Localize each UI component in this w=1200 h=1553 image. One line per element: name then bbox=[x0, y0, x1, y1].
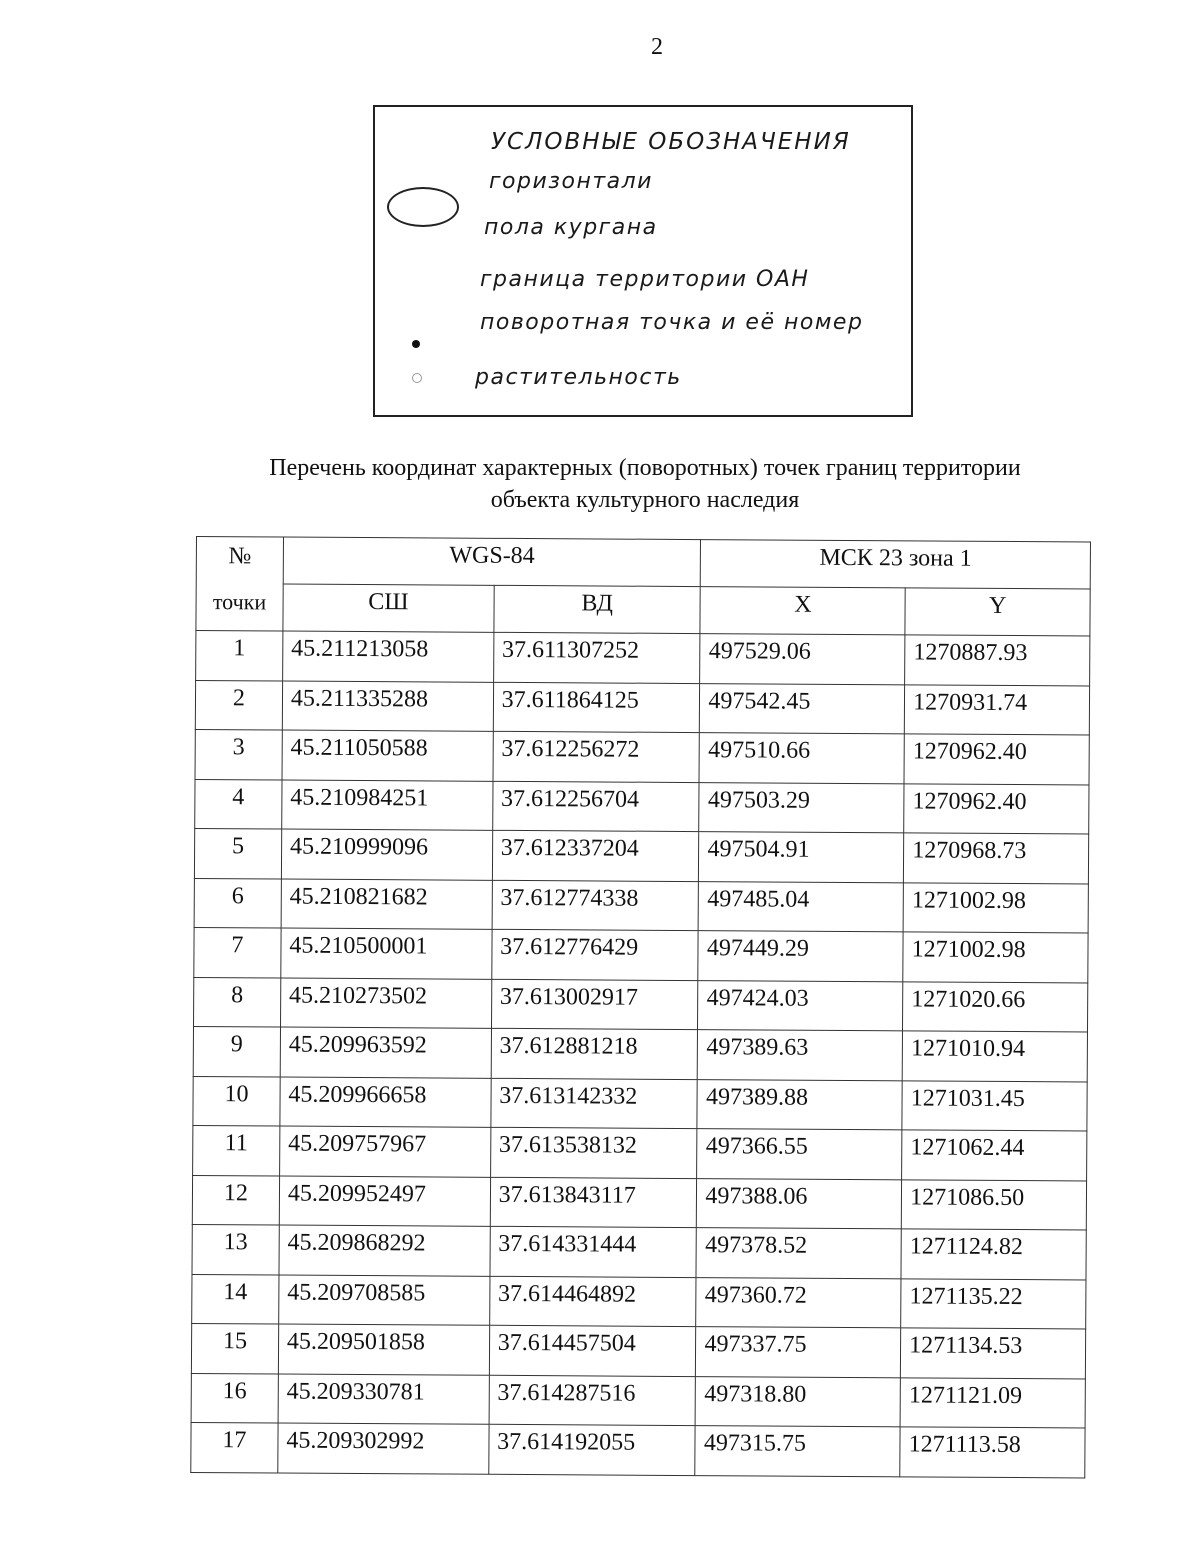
x-coordinate-cell: 497378.52 bbox=[696, 1228, 901, 1279]
longitude-cell: 37.612776429 bbox=[491, 929, 698, 980]
vegetation-circle-icon bbox=[412, 373, 422, 383]
point-number-cell: 5 bbox=[194, 828, 281, 878]
latitude-cell: 45.211335288 bbox=[282, 681, 493, 732]
y-coordinate-cell: 1271124.82 bbox=[901, 1229, 1086, 1280]
legend-item-turning-point: поворотная точка и её номер bbox=[480, 310, 864, 335]
latitude-cell: 45.209708585 bbox=[279, 1275, 490, 1326]
latitude-cell: 45.210273502 bbox=[280, 978, 491, 1029]
longitude-cell: 37.614287516 bbox=[489, 1375, 696, 1426]
point-number-header bbox=[196, 537, 283, 632]
longitude-cell: 37.613002917 bbox=[491, 979, 698, 1030]
legend-title: УСЛОВНЫЕ ОБОЗНАЧЕНИЯ bbox=[491, 129, 851, 155]
x-coordinate-cell: 497360.72 bbox=[696, 1277, 901, 1328]
longitude-cell: 37.613538132 bbox=[490, 1127, 697, 1178]
latitude-header: СШ bbox=[283, 584, 494, 632]
table-row bbox=[195, 729, 1089, 784]
point-number-cell: 7 bbox=[194, 927, 281, 977]
table-row bbox=[193, 1026, 1087, 1081]
point-number-cell: 9 bbox=[193, 1026, 280, 1076]
coordinates-table bbox=[190, 536, 1091, 1478]
longitude-cell: 37.614464892 bbox=[489, 1276, 696, 1327]
latitude-cell: 45.210821682 bbox=[281, 879, 492, 930]
x-coordinate-cell: 497424.03 bbox=[698, 980, 903, 1031]
y-coordinate-cell: 1271086.50 bbox=[901, 1179, 1086, 1230]
point-number-cell: 15 bbox=[191, 1323, 278, 1373]
table-row bbox=[192, 1274, 1086, 1329]
x-header: X bbox=[700, 587, 905, 635]
x-coordinate-cell: 497504.91 bbox=[699, 832, 904, 883]
table-row bbox=[196, 631, 1090, 686]
point-number-cell: 6 bbox=[194, 878, 281, 928]
x-coordinate-cell: 497389.88 bbox=[697, 1079, 902, 1130]
point-number-cell: 3 bbox=[195, 729, 282, 779]
y-coordinate-cell: 1271135.22 bbox=[901, 1278, 1086, 1329]
legend-item-mound-floor: пола кургана bbox=[484, 215, 658, 240]
longitude-cell: 37.613142332 bbox=[491, 1078, 698, 1129]
y-coordinate-cell: 1271134.53 bbox=[901, 1328, 1086, 1379]
y-coordinate-cell: 1271113.58 bbox=[900, 1427, 1085, 1478]
y-coordinate-cell: 1270931.74 bbox=[904, 684, 1089, 735]
table-row bbox=[194, 977, 1088, 1032]
y-coordinate-cell: 1271031.45 bbox=[902, 1080, 1087, 1131]
x-coordinate-cell: 497366.55 bbox=[697, 1129, 902, 1180]
point-number-cell: 4 bbox=[195, 779, 282, 829]
y-coordinate-cell: 1270968.73 bbox=[904, 833, 1089, 884]
point-number-cell: 11 bbox=[193, 1125, 280, 1175]
coordinates-table-body bbox=[191, 631, 1090, 1478]
x-coordinate-cell: 497388.06 bbox=[697, 1178, 902, 1229]
point-number-cell: 13 bbox=[192, 1224, 279, 1274]
point-number-cell: 14 bbox=[192, 1274, 279, 1324]
table-row bbox=[191, 1422, 1085, 1477]
x-coordinate-cell: 497510.66 bbox=[699, 733, 904, 784]
legend-item-contours: горизонтали bbox=[489, 169, 653, 194]
longitude-cell: 37.612256704 bbox=[492, 781, 699, 832]
x-coordinate-cell: 497315.75 bbox=[695, 1426, 900, 1477]
legend-item-vegetation: растительность bbox=[475, 365, 682, 390]
x-coordinate-cell: 497542.45 bbox=[700, 683, 905, 734]
longitude-cell: 37.614457504 bbox=[489, 1325, 696, 1376]
y-coordinate-cell: 1271020.66 bbox=[903, 981, 1088, 1032]
table-row bbox=[193, 1125, 1087, 1180]
point-number-header-sign: № bbox=[228, 543, 252, 570]
table-row bbox=[193, 1076, 1087, 1131]
table-row bbox=[192, 1175, 1086, 1230]
latitude-cell: 45.209966658 bbox=[280, 1077, 491, 1128]
latitude-cell: 45.211213058 bbox=[283, 631, 494, 682]
longitude-cell: 37.612337204 bbox=[492, 830, 699, 881]
longitude-header: ВД bbox=[494, 585, 701, 633]
y-header: Y bbox=[905, 588, 1090, 636]
longitude-cell: 37.614192055 bbox=[488, 1424, 695, 1475]
msk23-group-header: МСК 23 зона 1 bbox=[701, 540, 1091, 589]
table-row bbox=[192, 1224, 1086, 1279]
latitude-cell: 45.210999096 bbox=[281, 829, 492, 880]
latitude-cell: 45.209963592 bbox=[280, 1027, 491, 1078]
x-coordinate-cell: 497389.63 bbox=[698, 1030, 903, 1081]
longitude-cell: 37.613843117 bbox=[490, 1177, 697, 1228]
longitude-cell: 37.611864125 bbox=[493, 682, 700, 733]
page-number: 2 bbox=[651, 34, 663, 60]
longitude-cell: 37.612774338 bbox=[492, 880, 699, 931]
table-row bbox=[194, 828, 1088, 883]
latitude-cell: 45.209302992 bbox=[278, 1423, 489, 1474]
latitude-cell: 45.209330781 bbox=[278, 1374, 489, 1425]
longitude-cell: 37.612256272 bbox=[493, 731, 700, 782]
x-coordinate-cell: 497337.75 bbox=[696, 1327, 901, 1378]
latitude-cell: 45.210500001 bbox=[281, 928, 492, 979]
document-title-line2: объекта культурного наследия bbox=[490, 487, 800, 513]
y-coordinate-cell: 1271062.44 bbox=[902, 1130, 1087, 1181]
table-row bbox=[191, 1373, 1085, 1428]
contour-ellipse-icon bbox=[387, 187, 459, 227]
y-coordinate-cell: 1270962.40 bbox=[904, 734, 1089, 785]
table-row bbox=[194, 878, 1088, 933]
point-number-cell: 17 bbox=[191, 1422, 278, 1472]
x-coordinate-cell: 497318.80 bbox=[696, 1376, 901, 1427]
latitude-cell: 45.209501858 bbox=[278, 1324, 489, 1375]
y-coordinate-cell: 1271002.98 bbox=[903, 882, 1088, 933]
latitude-cell: 45.209757967 bbox=[279, 1126, 490, 1177]
point-number-cell: 1 bbox=[196, 631, 283, 681]
point-number-cell: 16 bbox=[191, 1373, 278, 1423]
document-title-line1: Перечень координат характерных (поворотных) точек границ территории bbox=[269, 455, 1021, 481]
table-row bbox=[195, 680, 1089, 735]
table-row bbox=[191, 1323, 1085, 1378]
latitude-cell: 45.209868292 bbox=[279, 1225, 490, 1276]
x-coordinate-cell: 497449.29 bbox=[698, 931, 903, 982]
point-number-header-word: точки bbox=[212, 589, 267, 615]
table-row bbox=[194, 927, 1088, 982]
y-coordinate-cell: 1271121.09 bbox=[900, 1377, 1085, 1428]
y-coordinate-cell: 1271002.98 bbox=[903, 932, 1088, 983]
legend-box bbox=[373, 105, 913, 417]
point-number-cell: 8 bbox=[194, 977, 281, 1027]
point-number-cell: 10 bbox=[193, 1076, 280, 1126]
document-title bbox=[190, 452, 1100, 516]
longitude-cell: 37.614331444 bbox=[490, 1226, 697, 1277]
latitude-cell: 45.211050588 bbox=[282, 730, 493, 781]
longitude-cell: 37.612881218 bbox=[491, 1028, 698, 1079]
wgs84-group-header: WGS-84 bbox=[283, 537, 701, 587]
turning-point-dot-icon bbox=[412, 340, 420, 348]
table-row bbox=[195, 779, 1089, 834]
x-coordinate-cell: 497529.06 bbox=[700, 634, 905, 685]
x-coordinate-cell: 497503.29 bbox=[699, 782, 904, 833]
y-coordinate-cell: 1271010.94 bbox=[902, 1031, 1087, 1082]
longitude-cell: 37.611307252 bbox=[493, 632, 700, 683]
legend-item-boundary: граница территории ОАН bbox=[480, 267, 810, 292]
point-number-cell: 2 bbox=[195, 680, 282, 730]
y-coordinate-cell: 1270887.93 bbox=[905, 635, 1090, 686]
latitude-cell: 45.210984251 bbox=[282, 780, 493, 831]
x-coordinate-cell: 497485.04 bbox=[699, 881, 904, 932]
latitude-cell: 45.209952497 bbox=[279, 1176, 490, 1227]
point-number-cell: 12 bbox=[192, 1175, 279, 1225]
y-coordinate-cell: 1270962.40 bbox=[904, 783, 1089, 834]
